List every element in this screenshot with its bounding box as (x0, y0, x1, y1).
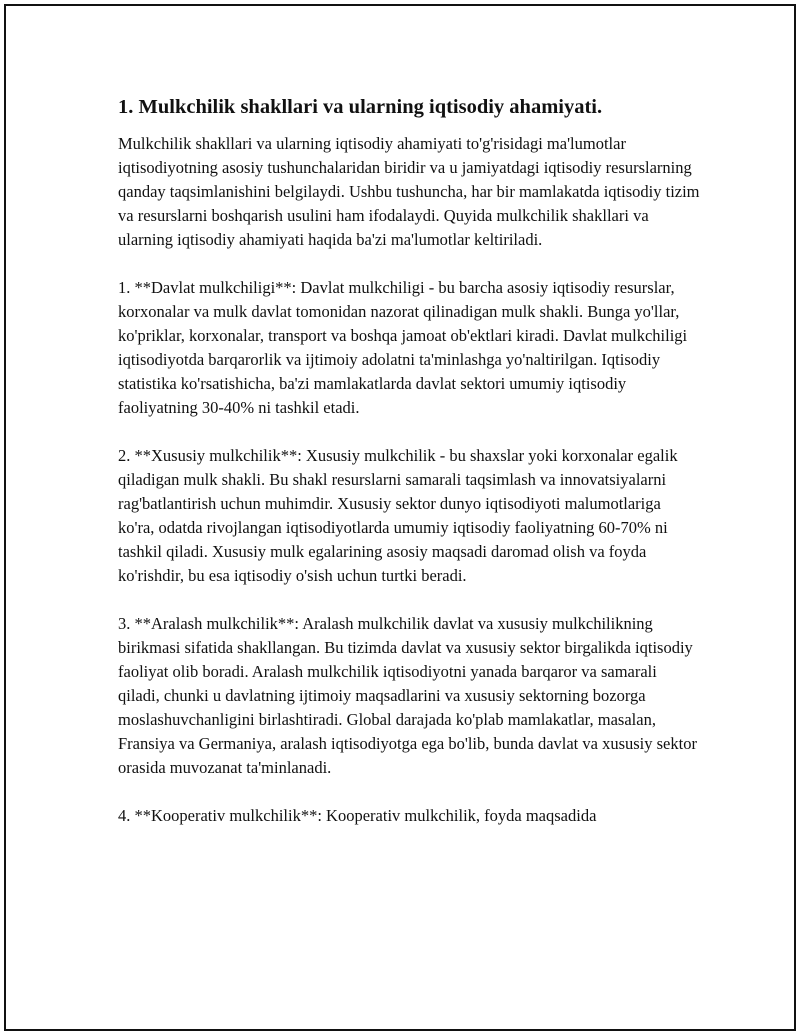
section-heading: 1. Mulkchilik shakllari va ularning iqtisodiy ahamiyati. (118, 96, 603, 118)
document-body (118, 94, 700, 828)
intro-paragraph: Mulkchilik shakllari va ularning iqtisodiy ahamiyati to'g'risidagi ma'lumotlar iqtisodiyotning asosiy tushunchalaridan biridir va u jamiyatdagi iqtisodiy resurslarning qanday taqsimlanishini belgilaydi. Ushbu tushuncha, har bir mamlakatda iqtisodiy tizim va resurslarni boshqarish usulini ham ifodalaydi. Quyida mulkchilik shakllari va ularning iqtisodiy ahamiyati haqida ba'zi ma'lumotlar keltiriladi. (118, 134, 700, 249)
paragraph-aralash-mulkchilik: 3. **Aralash mulkchilik**: Aralash mulkchilik davlat va xususiy mulkchilikning birikmasi sifatida shakllangan. Bu tizimda davlat va xususiy sektor birgalikda iqtisodiy faoliyat olib boradi. Aralash mulkchilik iqtisodiyotni yanada barqaror va samarali qiladi, chunki u davlatning ijtimoiy maqsadlarini va xususiy sektorning bozorga moslashuvchanligini birlashtiradi. Global darajada ko'plab mamlakatlar, masalan, Fransiya va Germaniya, aralash iqtisodiyotga ega bo'lib, bunda davlat va xususiy sektor orasida muvozanat ta'minlanadi. (118, 614, 697, 777)
paragraph-davlat-mulkchiligi: 1. **Davlat mulkchiligi**: Davlat mulkchiligi - bu barcha asosiy iqtisodiy resurslar, korxonalar va mulk davlat tomonidan nazorat qilinadigan mulk shakli. Bunga yo'llar, ko'priklar, korxonalar, transport va boshqa jamoat ob'ektlari kiradi. Davlat mulkchiligi iqtisodiyotda barqarorlik va ijtimoiy adolatni ta'minlashga yo'naltirilgan. Iqtisodiy statistika ko'rsatishicha, ba'zi mamlakatlarda davlat sektori umumiy iqtisodiy faoliyatning 30-40% ni tashkil etadi. (118, 278, 688, 417)
paragraph-xususiy-mulkchilik: 2. **Xususiy mulkchilik**: Xususiy mulkchilik - bu shaxslar yoki korxonalar egalik qiladigan mulk shakli. Bu shakl resurslarni samarali taqsimlash va innovatsiyalarni rag'batlantirish uchun muhimdir. Xususiy sektor dunyo iqtisodiyoti malumotlariga ko'ra, odatda rivojlangan iqtisodiyotlarda umumiy iqtisodiy faoliyatning 60-70% ni tashkil qiladi. Xususiy mulk egalarining asosiy maqsadi daromad olish va foyda ko'rishdir, bu esa iqtisodiy o'sish uchun turtki beradi. (118, 446, 678, 585)
paragraph-kooperativ-mulkchilik: 4. **Kooperativ mulkchilik**: Kooperativ mulkchilik, foyda maqsadida (118, 806, 597, 825)
